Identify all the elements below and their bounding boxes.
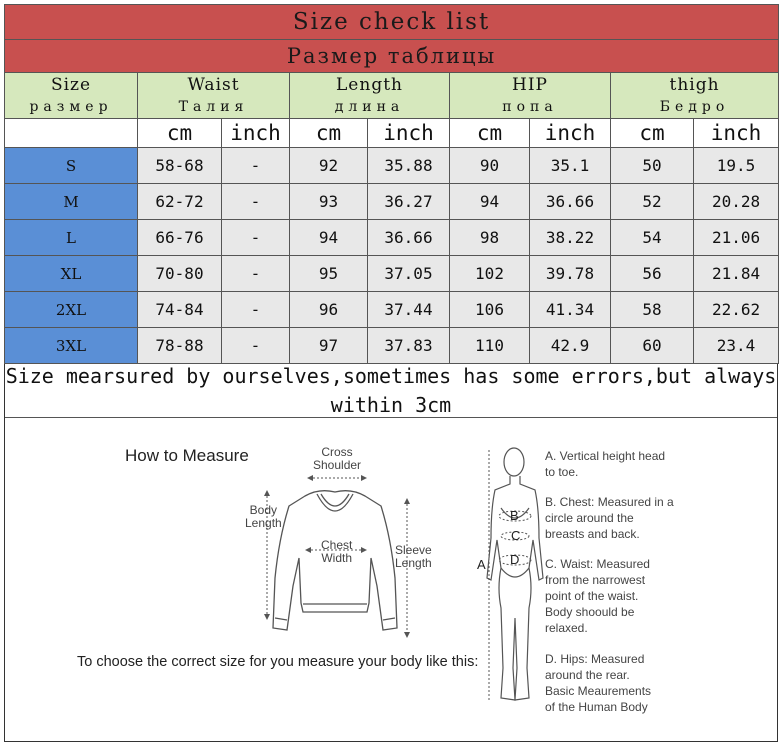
marker-a: A (477, 557, 486, 572)
human-body-icon (487, 448, 543, 700)
cell-hip-inch: 42.9 (530, 328, 611, 364)
table-row (5, 184, 779, 220)
measurement-note: Size mearsured by ourselves,sometimes has some errors,but always within 3cm (5, 364, 777, 417)
cell-length-cm: 92 (290, 148, 368, 184)
marker-c: C (511, 528, 521, 543)
cell-length-cm: 96 (290, 292, 368, 328)
cell-thigh-inch: 21.06 (694, 220, 779, 256)
size-label: L (5, 220, 138, 256)
size-label: XL (5, 256, 138, 292)
cell-hip-inch: 39.78 (530, 256, 611, 292)
header-size: Size размер (5, 73, 138, 119)
cell-thigh-cm: 58 (611, 292, 694, 328)
title-russian: Размер таблицы (5, 40, 779, 73)
table-row (5, 220, 779, 256)
cell-waist-cm: 62-72 (138, 184, 222, 220)
guide-title: How to Measure (125, 446, 249, 465)
cell-thigh-inch: 22.62 (694, 292, 779, 328)
cell-length-cm: 97 (290, 328, 368, 364)
table-row (5, 256, 779, 292)
cell-waist-inch: - (222, 256, 290, 292)
cell-thigh-cm: 60 (611, 328, 694, 364)
table-row (5, 148, 779, 184)
table-row (5, 328, 779, 364)
cell-waist-cm: 58-68 (138, 148, 222, 184)
title-english: Size check list (5, 5, 779, 40)
cell-waist-cm: 66-76 (138, 220, 222, 256)
cell-waist-inch: - (222, 184, 290, 220)
cell-hip-inch: 35.1 (530, 148, 611, 184)
cell-thigh-inch: 23.4 (694, 328, 779, 364)
cell-length-inch: 36.66 (368, 220, 450, 256)
cell-waist-inch: - (222, 220, 290, 256)
marker-d: D (510, 552, 520, 567)
size-label: M (5, 184, 138, 220)
cell-waist-inch: - (222, 328, 290, 364)
body-length-label: Body Length (245, 503, 282, 530)
cell-length-inch: 37.44 (368, 292, 450, 328)
cell-waist-cm: 70-80 (138, 256, 222, 292)
cell-hip-cm: 90 (450, 148, 530, 184)
cell-hip-cm: 94 (450, 184, 530, 220)
measurement-guide (5, 418, 777, 741)
cell-length-inch: 37.05 (368, 256, 450, 292)
cross-shoulder-label: Cross Shoulder (313, 445, 362, 472)
marker-b: B (510, 508, 519, 523)
cell-waist-inch: - (222, 148, 290, 184)
cell-length-inch: 36.27 (368, 184, 450, 220)
cell-hip-inch: 38.22 (530, 220, 611, 256)
definition-d: D. Hips: Measured around the rear. Basic Meaurements of the Human Body (545, 652, 652, 714)
body-measure-lines (489, 450, 531, 700)
cell-hip-inch: 41.34 (530, 292, 611, 328)
cell-thigh-cm: 54 (611, 220, 694, 256)
cell-waist-inch: - (222, 292, 290, 328)
cell-length-inch: 35.88 (368, 148, 450, 184)
size-chart-sheet (4, 4, 778, 742)
cell-length-cm: 93 (290, 184, 368, 220)
definition-b: B. Chest: Measured in a circle around the breasts and back. (545, 495, 674, 541)
cell-thigh-cm: 50 (611, 148, 694, 184)
measure-instruction: To choose the correct size for you measure your body like this: (77, 654, 479, 670)
size-label: 2XL (5, 292, 138, 328)
cell-thigh-inch: 21.84 (694, 256, 779, 292)
cell-hip-cm: 102 (450, 256, 530, 292)
cell-hip-cm: 110 (450, 328, 530, 364)
header-length: Length длина (290, 73, 450, 119)
cell-thigh-inch: 20.28 (694, 184, 779, 220)
unit-cm: cm (611, 119, 694, 148)
header-waist: Waist Талия (138, 73, 290, 119)
definition-c: C. Waist: Measured from the narrowest point of the waist. Body shoould be relaxed. (545, 557, 650, 635)
cell-length-inch: 37.83 (368, 328, 450, 364)
header-thigh: thigh Бедро (611, 73, 779, 119)
cell-thigh-cm: 56 (611, 256, 694, 292)
cell-length-cm: 94 (290, 220, 368, 256)
unit-inch: inch (222, 119, 290, 148)
unit-cm: cm (290, 119, 368, 148)
cell-length-cm: 95 (290, 256, 368, 292)
unit-inch: inch (368, 119, 450, 148)
cell-waist-cm: 74-84 (138, 292, 222, 328)
table-row (5, 292, 779, 328)
cell-hip-inch: 36.66 (530, 184, 611, 220)
size-label: 3XL (5, 328, 138, 364)
header-hip: HIP попа (450, 73, 611, 119)
unit-inch: inch (530, 119, 611, 148)
size-table (4, 4, 779, 364)
size-label: S (5, 148, 138, 184)
unit-inch: inch (694, 119, 779, 148)
sleeve-length-label: Sleeve Length (395, 543, 432, 570)
definition-a: A. Vertical height head to toe. (545, 449, 666, 479)
unit-cm: cm (450, 119, 530, 148)
unit-cm: cm (138, 119, 222, 148)
unit-blank (5, 119, 138, 148)
cell-thigh-cm: 52 (611, 184, 694, 220)
cell-hip-cm: 106 (450, 292, 530, 328)
cell-hip-cm: 98 (450, 220, 530, 256)
chest-width-label: Chest Width (321, 538, 353, 565)
cell-thigh-inch: 19.5 (694, 148, 779, 184)
cell-waist-cm: 78-88 (138, 328, 222, 364)
